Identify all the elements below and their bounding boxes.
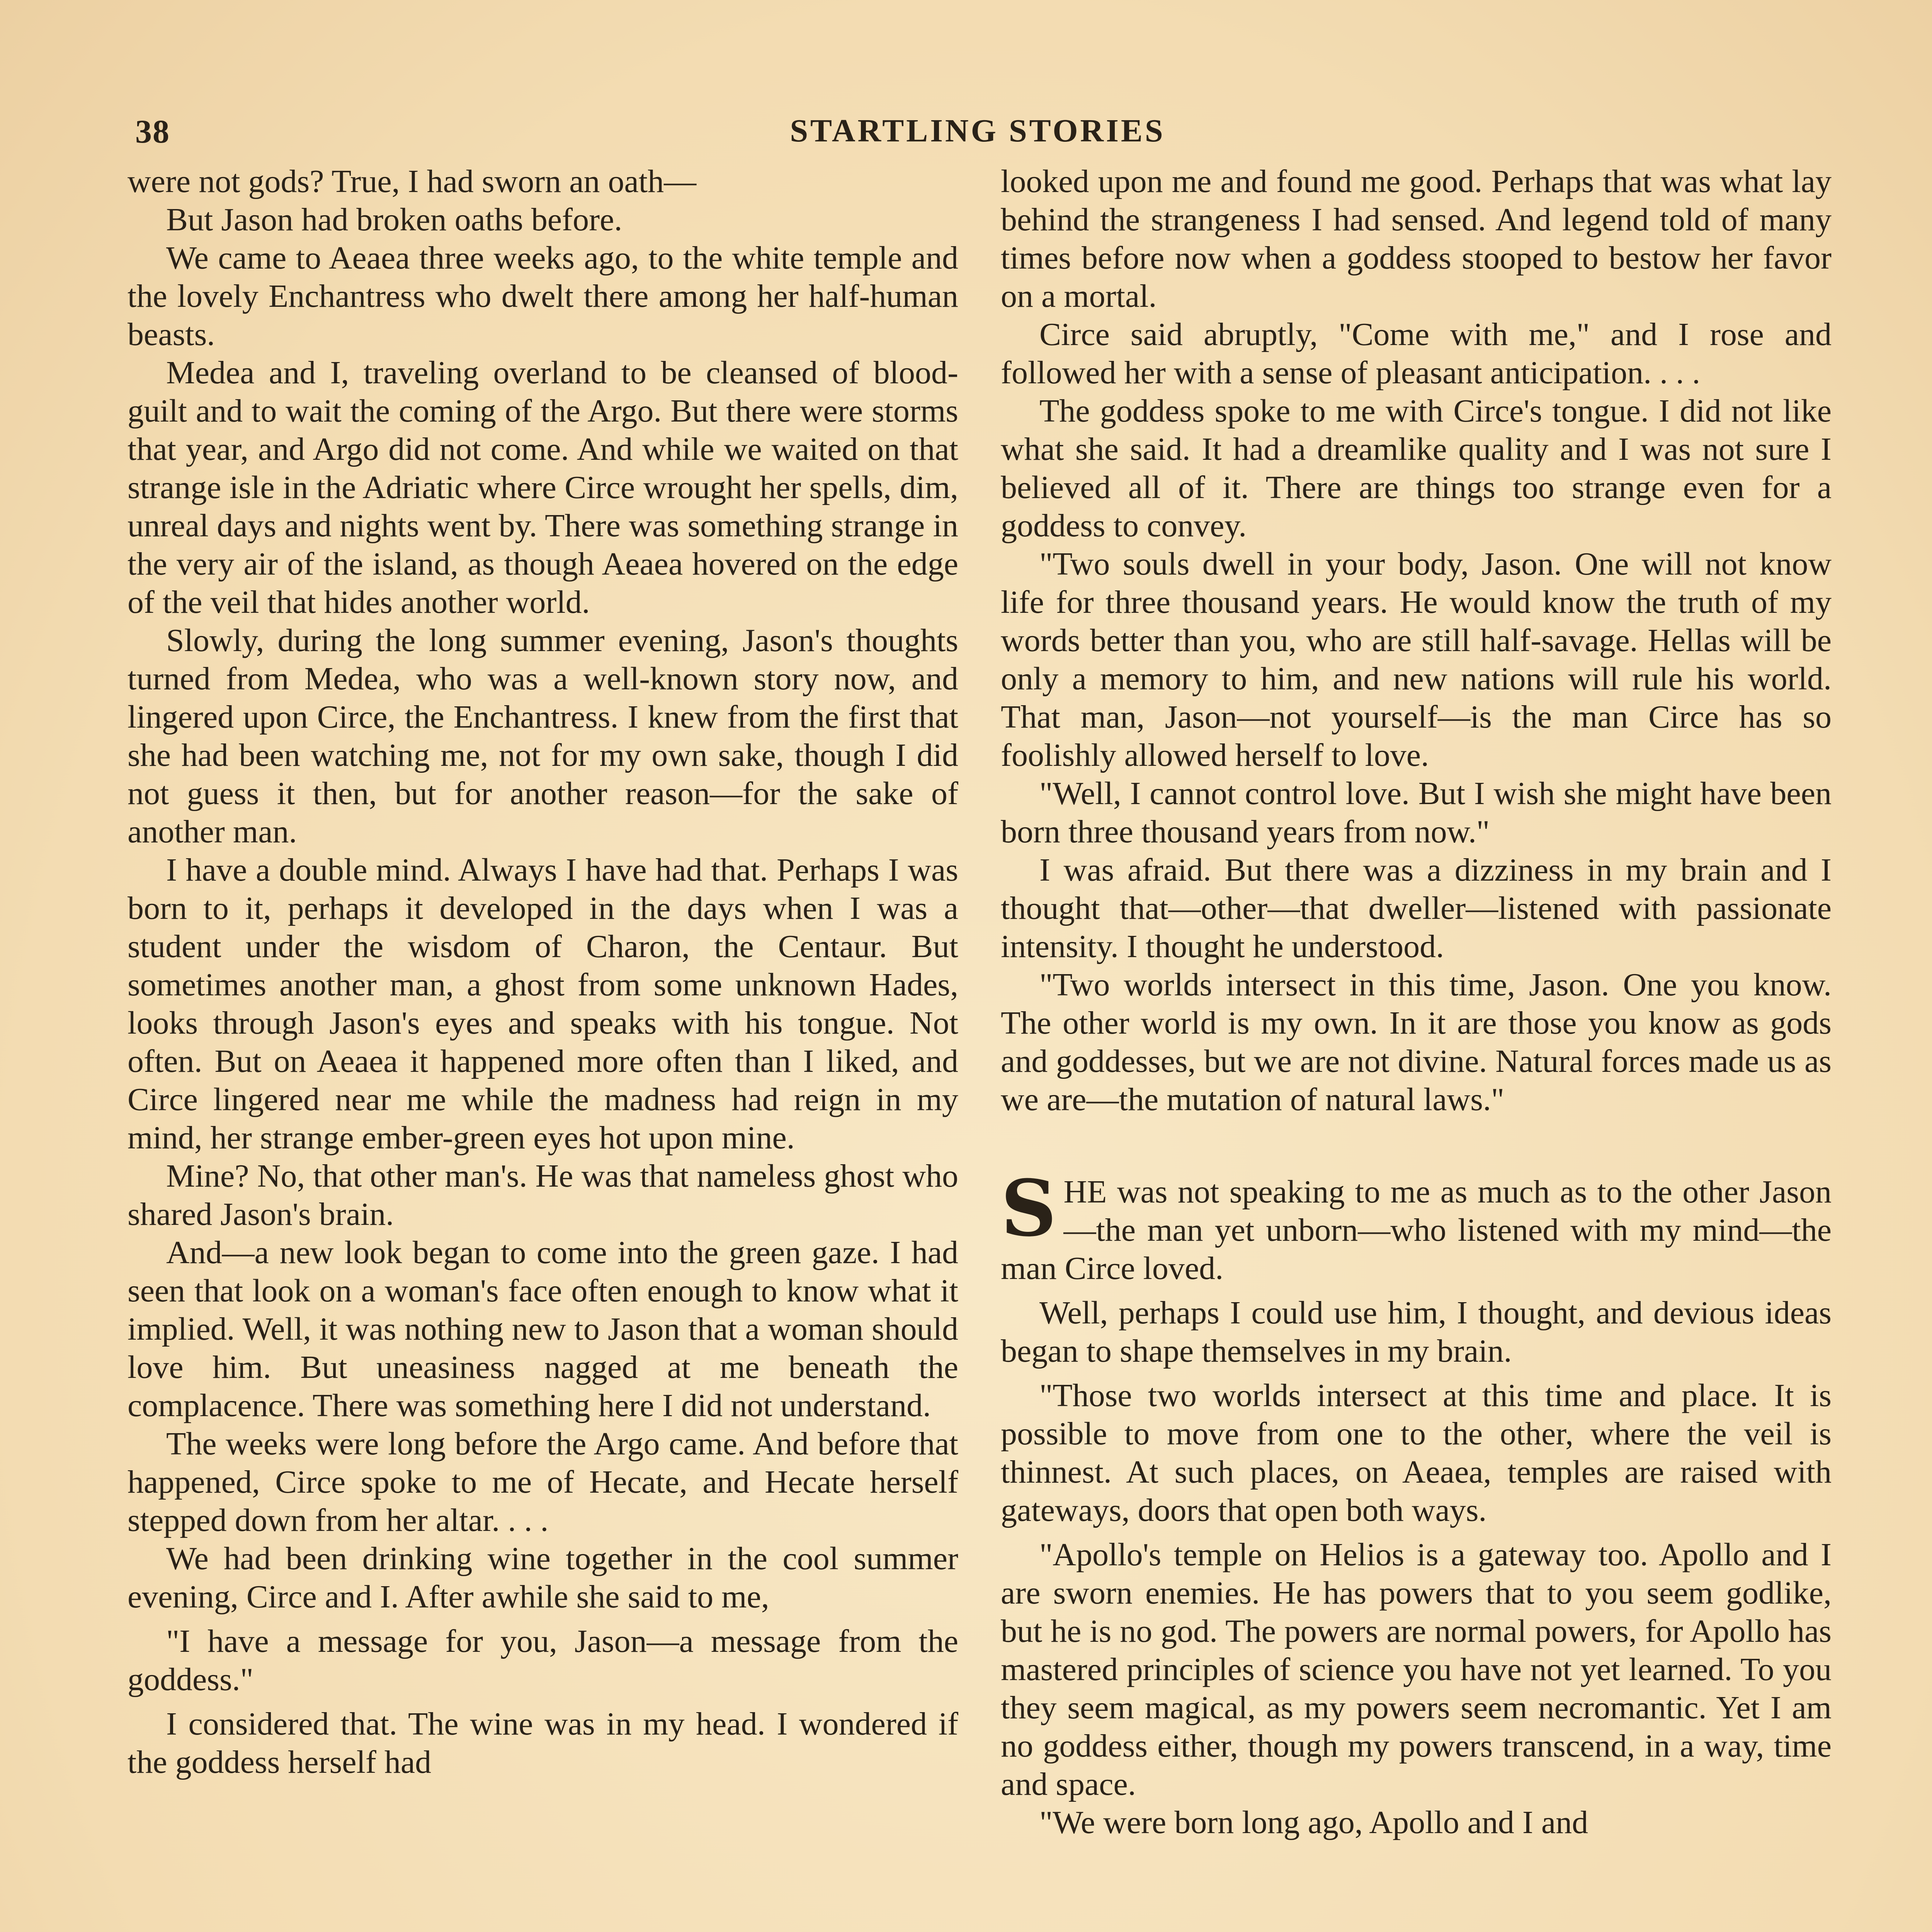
running-head-title: STARTLING STORIES (790, 113, 1165, 149)
paragraph: Medea and I, traveling overland to be cleansed of blood-guilt and to wait the coming of the Argo. But there were storms that year, and Argo did not come. And while we waited on that strange isle in the Adriatic where Circe wrought her spells, dim, unreal days and nights went by. There was something strange in the very air of the island, as though Aeaea hovered on the edge of the veil that hides another world. (128, 355, 958, 620)
page-header (128, 112, 1828, 162)
paragraph: I considered that. The wine was in my head. I wondered if the goddess herself had (128, 1706, 958, 1780)
paragraph: And—a new look began to come into the green gaze. I had seen that look on a woman's face often enough to know what it implied. Well, it was nothing new to Jason that a woman should love him. But uneasiness nagged at me beneath the complacence. There was something here I did not understand. (128, 1235, 958, 1423)
left-column (128, 162, 958, 1781)
paragraph: I have a double mind. Always I have had that. Perhaps I was born to it, perhaps it developed in the days when I was a student under the wisdom of Charon, the Centaur. But sometimes another man, a ghost from some unknown Hades, looks through Jason's eyes and speaks with his tongue. Not often. But on Aeaea it happened more often than I liked, and Circe lingered near me while the madness had reign in my mind, her strange ember-green eyes hot upon mine. (128, 852, 958, 1156)
paragraph: "Those two worlds intersect at this time and place. It is possible to move from one to the other, where the veil is thinnest. At such places, on Aeaea, temples are raised with gateways, doors that open both ways. (1001, 1378, 1832, 1528)
paragraph: "Two souls dwell in your body, Jason. One will not know life for three thousand years. He would know the truth of my words better than you, who are still half-savage. Hellas will be only a memory to him, and new nations will rule his world. That man, Jason—not yourself—is the man Circe has so foolishly allowed herself to love. (1001, 546, 1832, 773)
right-column (1001, 162, 1832, 1842)
paragraph: But Jason had broken oaths before. (166, 202, 622, 238)
paragraph: "We were born long ago, Apollo and I and (1039, 1804, 1588, 1840)
paragraph: "Apollo's temple on Helios is a gateway too. Apollo and I are sworn enemies. He has powers that to you seem godlike, but he is no god. The powers are normal powers, for Apollo has mastered principles of science you have not yet learned. To you they seem magical, as my powers seem necromantic. Yet I am no goddess either, though my powers transcend, in a way, time and space. (1001, 1537, 1832, 1802)
paragraph: Well, perhaps I could use him, I thought, and devious ideas began to shape themselves in my brain. (1001, 1295, 1832, 1369)
paragraph: were not gods? True, I had sworn an oath— (128, 163, 697, 199)
drop-cap: S (1001, 1163, 1057, 1254)
paragraph: I was afraid. But there was a dizziness in my brain and I thought that—other—that dweller—listened with passionate intensity. I thought he understood. (1001, 852, 1832, 964)
paragraph: The goddess spoke to me with Circe's tongue. I did not like what she said. It had a dreamlike quality and I was not sure I believed all of it. There are things too strange even for a goddess to convey. (1001, 393, 1832, 544)
paragraph: Slowly, during the long summer evening, Jason's thoughts turned from Medea, who was a well-known story now, and lingered upon Circe, the Enchantress. I knew from the first that she had been watching me, not for my own sake, though I did not guess it then, but for another reason—for the sake of another man. (128, 622, 958, 850)
paragraph: "Well, I cannot control love. But I wish she might have been born three thousand years from now." (1001, 776, 1832, 850)
paragraph: "I have a message for you, Jason—a message from the goddess." (128, 1623, 958, 1697)
paragraph: Mine? No, that other man's. He was that nameless ghost who shared Jason's brain. (128, 1158, 958, 1232)
paragraph: The weeks were long before the Argo came. And before that happened, Circe spoke to me of Hecate, and Hecate herself stepped down from her altar. . . . (128, 1426, 958, 1538)
dropcap-paragraph-text: HE was not speaking to me as much as to the other Jason—the man yet unborn—who listened with my mind—the man Circe loved. (1001, 1174, 1832, 1286)
paragraph: We had been drinking wine together in the cool summer evening, Circe and I. After awhile she said to me, (128, 1541, 958, 1615)
paragraph: "Two worlds intersect in this time, Jason. One you know. The other world is my own. In it are those you know as gods and goddesses, but we are not divine. Natural forces made us as we are—the mutation of natural laws." (1001, 967, 1832, 1117)
paragraph: We came to Aeaea three weeks ago, to the white temple and the lovely Enchantress who dwelt there among her half-human beasts. (128, 240, 958, 352)
page-number: 38 (135, 113, 170, 150)
section-break (1001, 1119, 1832, 1173)
paragraph: looked upon me and found me good. Perhaps that was what lay behind the strangeness I had sensed. And legend told of many times before now when a goddess stooped to bestow her favor on a mortal. (1001, 163, 1832, 314)
paragraph: Circe said abruptly, "Come with me," and I rose and followed her with a sense of pleasant anticipation. . . . (1001, 316, 1832, 391)
dropcap-paragraph (1001, 1163, 1832, 1287)
